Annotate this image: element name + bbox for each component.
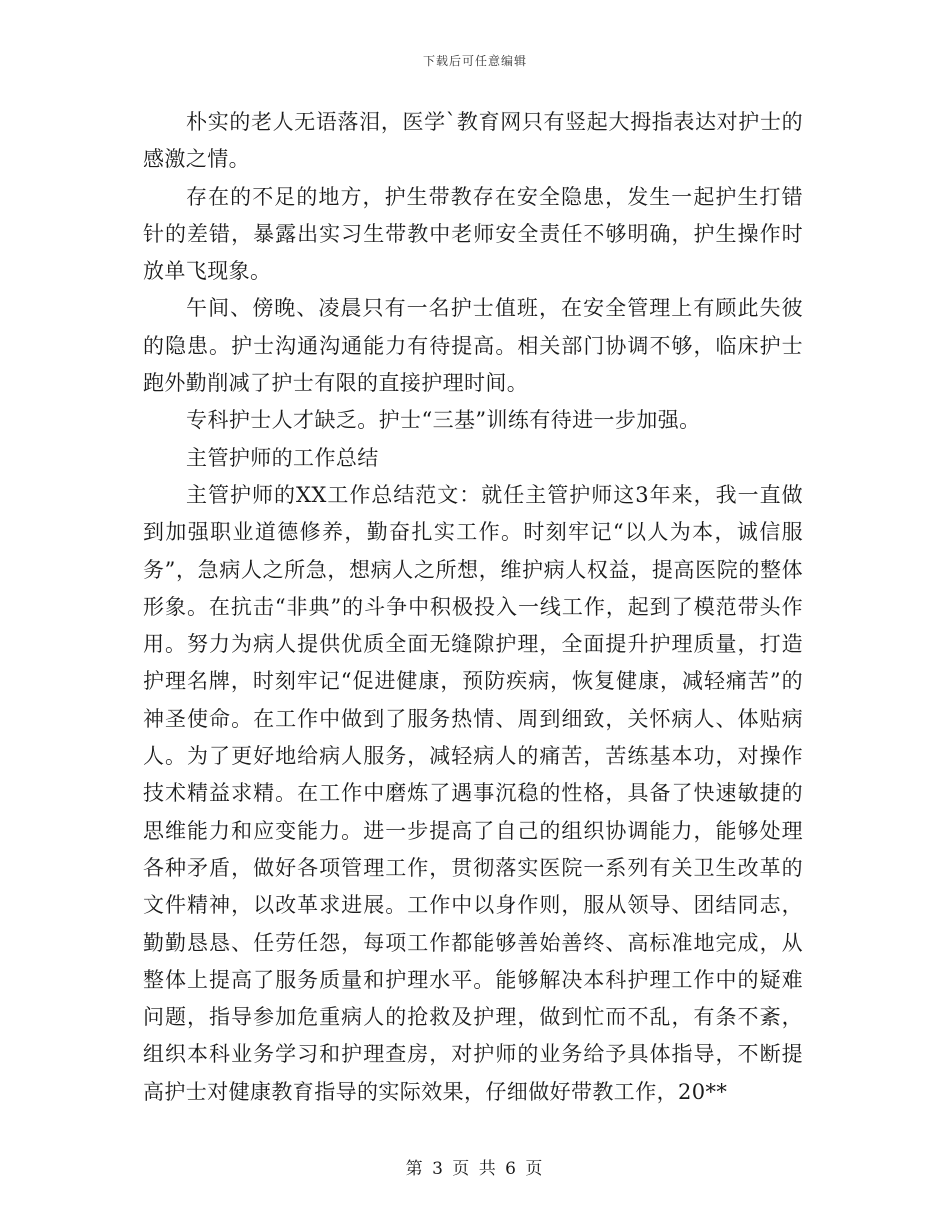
paragraph: 午间、傍晚、凌晨只有一名护士值班，在安全管理上有顾此失彼的隐患。护士沟通沟通能力有待提高。相关部门协调不够，临床护士跑外勤削减了护士有限的直接护理时间。 <box>143 296 803 396</box>
section-heading: 主管护师的工作总结 <box>186 445 379 470</box>
paragraph: 专科护士人才缺乏。护士“三基”训练有待进一步加强。 <box>186 408 701 433</box>
page-footer: 第 3 页 共 6 页 <box>405 1159 545 1179</box>
paragraph: 朴实的老人无语落泪，医学`教育网只有竖起大拇指表达对护士的感激之情。 <box>143 110 803 172</box>
page-header: 下载后可任意编辑 <box>422 54 527 68</box>
paragraph: 存在的不足的地方，护生带教存在安全隐患，发生一起护生打错针的差错，暴露出实习生带教中老师安全责任不够明确，护生操作时放单飞现象。 <box>143 184 803 284</box>
document-body <box>143 104 803 1111</box>
paragraph: 主管护师的XX工作总结范文：就任主管护师这3年来，我一直做到加强职业道德修养，勤奋扎实工作。时刻牢记“以人为本，诚信服务”，急病人之所急，想病人之所想，维护病人权益，提高医院的整体形象。在抗击“非典”的斗争中积极投入一线工作，起到了模范带头作用。努力为病人提供优质全面无缝隙护理，全面提升护理质量，打造护理名牌，时刻牢记“促进健康，预防疾病，恢复健康，减轻痛苦”的神圣使命。在工作中做到了服务热情、周到细致，关怀病人、体贴病人。为了更好地给病人服务，减轻病人的痛苦，苦练基本功，对操作技术精益求精。在工作中磨炼了遇事沉稳的性格，具备了快速敏捷的思维能力和应变能力。进一步提高了自己的组织协调能力，能够处理各种矛盾，做好各项管理工作，贯彻落实医院一系列有关卫生改革的文件精神，以改革求进展。工作中以身作则，服从领导、团结同志，勤勤恳恳、任劳任怨，每项工作都能够善始善终、高标准地完成，从整体上提高了服务质量和护理水平。能够解决本科护理工作中的疑难问题，指导参加危重病人的抢救及护理，做到忙而不乱，有条不紊，组织本科业务学习和护理查房，对护师的业务给予具体指导，不断提高护士对健康教育指导的实际效果，仔细做好带教工作，20** <box>143 482 803 1104</box>
